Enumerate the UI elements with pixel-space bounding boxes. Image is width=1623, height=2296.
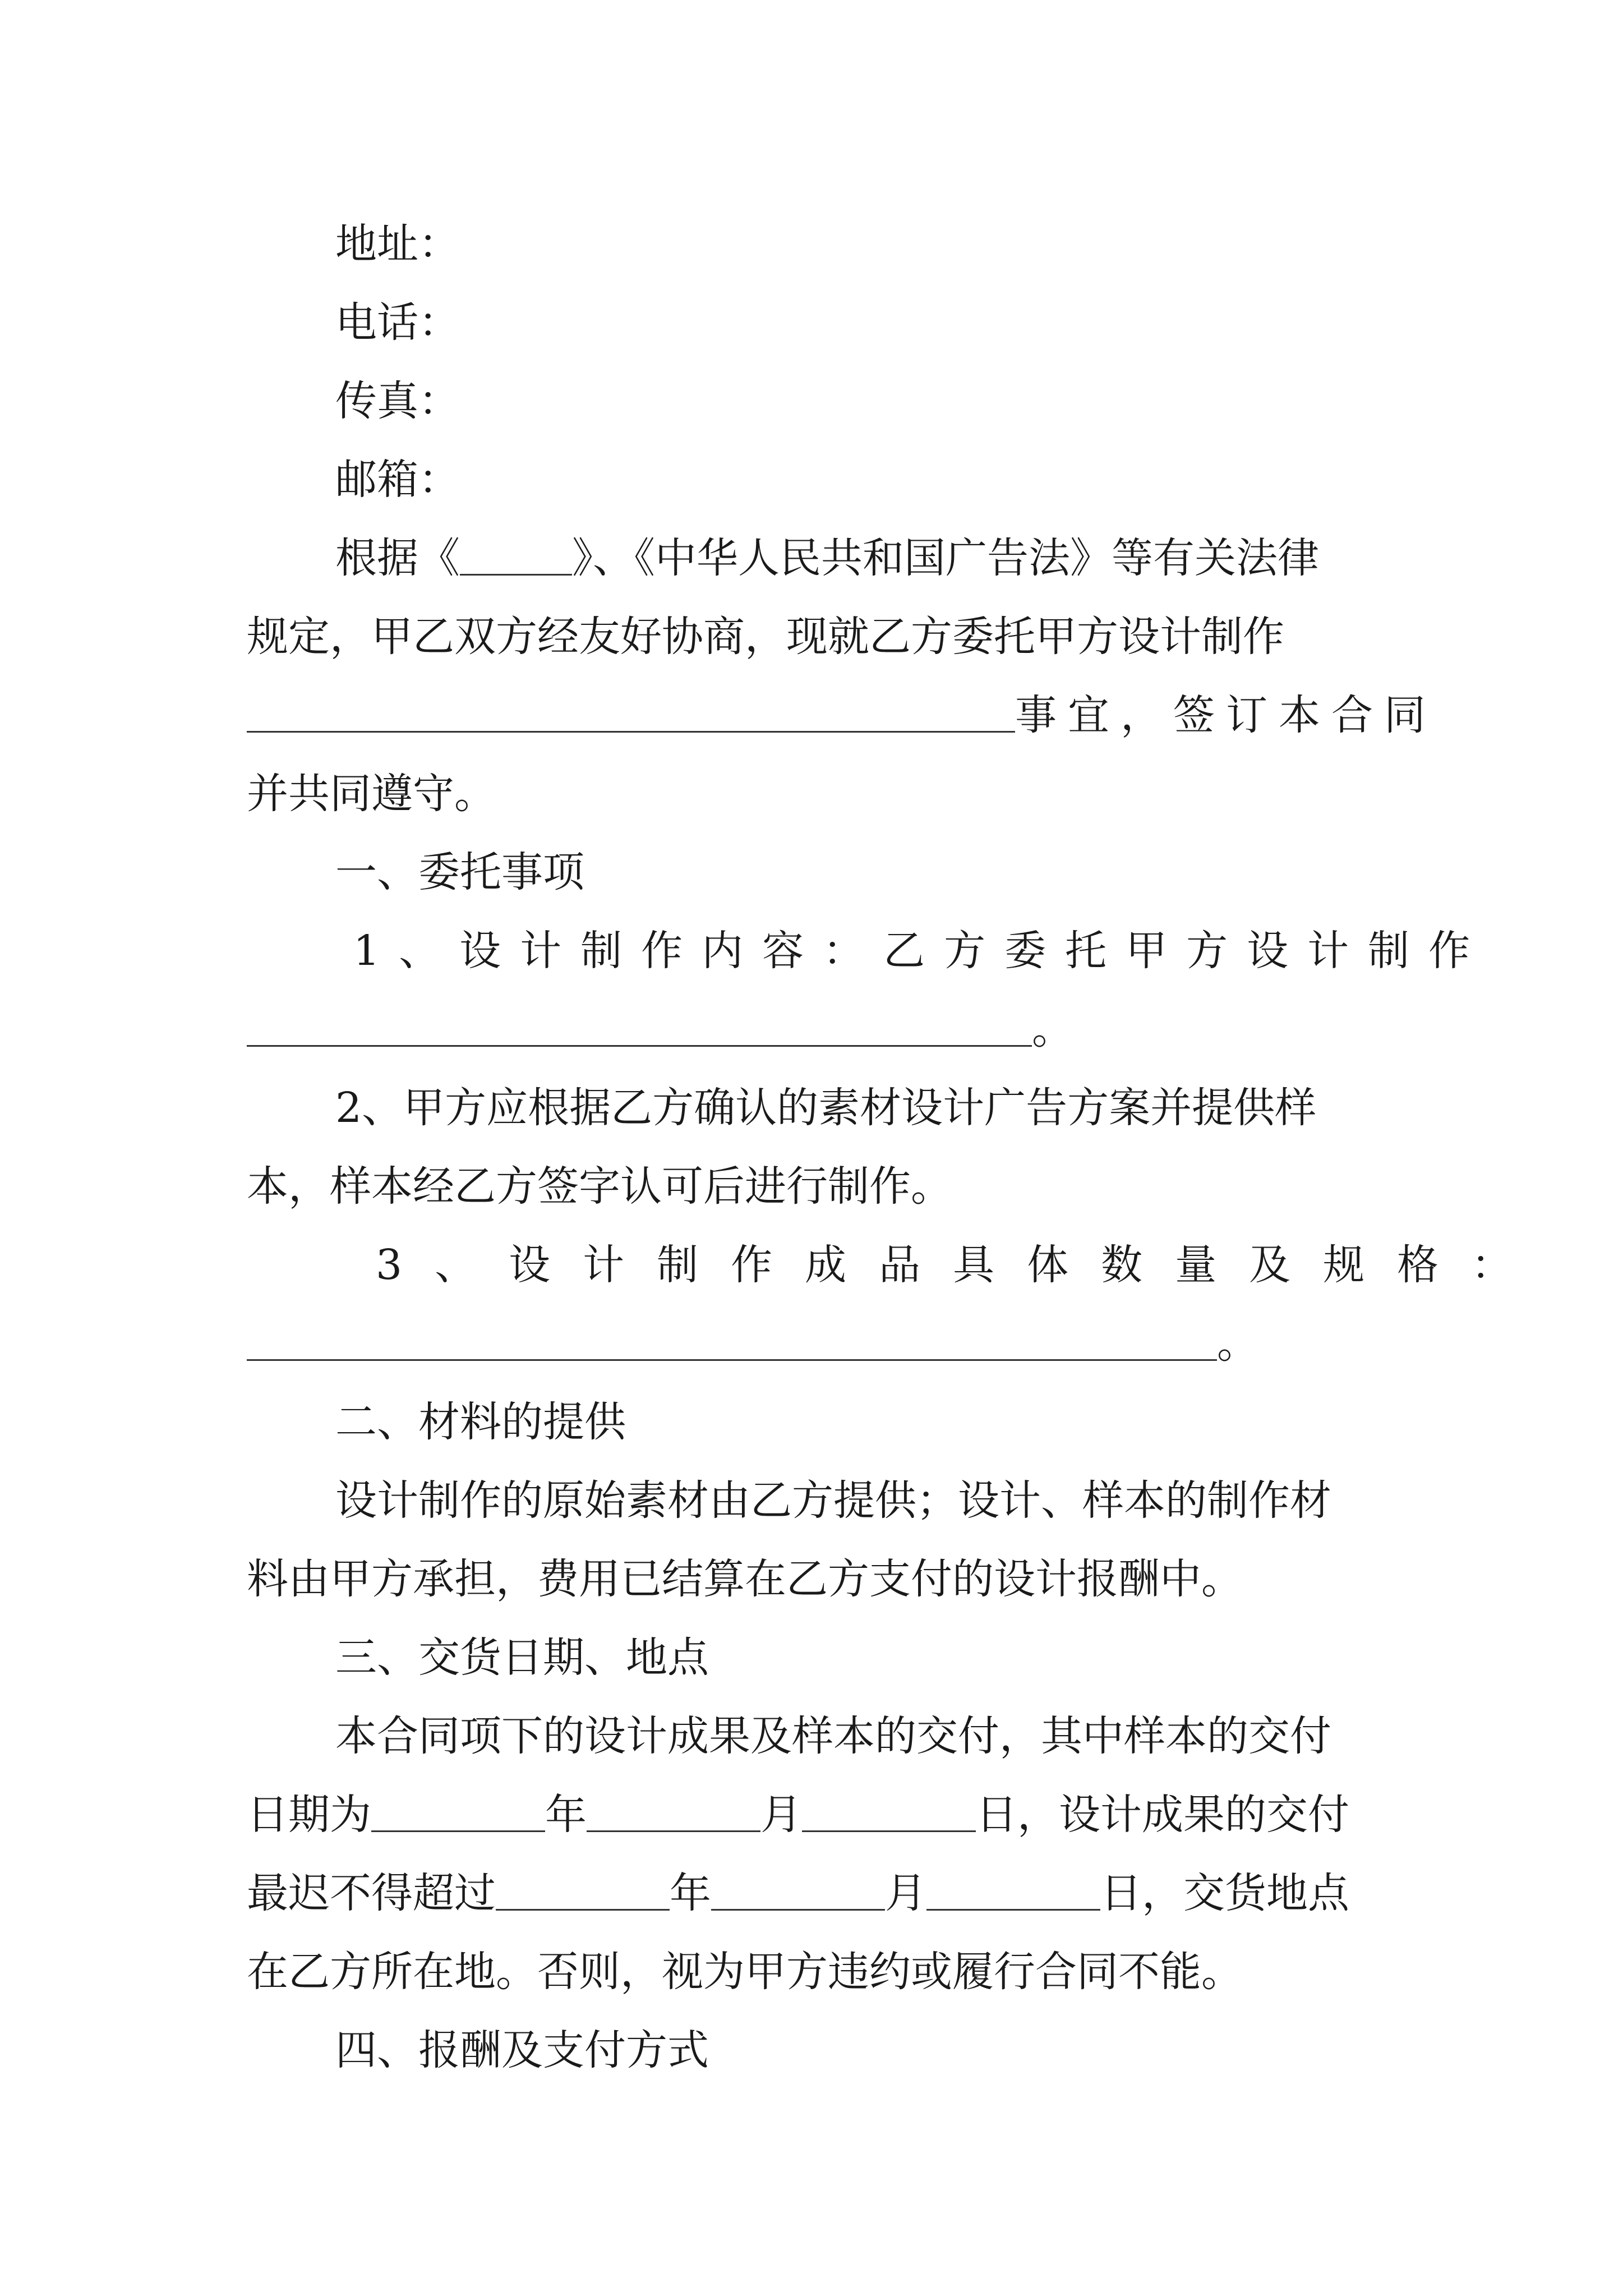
year-label-2: 年	[670, 1869, 711, 1917]
phone-label: 电话：	[335, 298, 460, 347]
content-blank[interactable]	[247, 1011, 1032, 1047]
section3-line3	[247, 1854, 1389, 1932]
sample-year-blank[interactable]	[371, 1797, 545, 1832]
result-month-blank[interactable]	[711, 1875, 885, 1911]
section1-title: 一、委托事项	[335, 848, 584, 896]
spec-blank[interactable]	[247, 1326, 1217, 1361]
section3-line2	[247, 1775, 1389, 1854]
month-label-2: 月	[885, 1869, 926, 1917]
email-label: 邮箱：	[335, 455, 460, 504]
year-label: 年	[545, 1791, 587, 1839]
section1-item3-fill	[247, 1304, 1389, 1383]
section2-line2: 料由甲方承担，费用已结算在乙方支付的设计报酬中。	[247, 1555, 1243, 1603]
preamble-line-1-b: 》、《中华人民共和国广告法》等有关法律	[572, 534, 1319, 582]
section1-item1-end: 。	[1032, 1005, 1073, 1053]
law-name-blank[interactable]	[460, 540, 572, 576]
sample-month-blank[interactable]	[587, 1797, 760, 1832]
section3-line3-a: 最迟不得超过	[247, 1869, 496, 1917]
preamble-line-4: 并共同遵守。	[247, 770, 496, 818]
section1-item1: 1、设计制作内容：乙方委托甲方设计制作	[353, 927, 1490, 975]
section1-item1-fill	[247, 990, 1389, 1069]
section1-item3: 3、设计制作成品具体数量及规格：	[376, 1241, 1546, 1289]
section3-line2-a: 日期为	[247, 1791, 371, 1839]
fax-label: 传真：	[335, 377, 460, 425]
preamble-line-3-tail: 事宜，签订本合同	[1015, 691, 1437, 739]
sample-day-blank[interactable]	[802, 1797, 976, 1832]
section3-line1: 本合同项下的设计成果及样本的交付，其中样本的交付	[335, 1712, 1331, 1760]
preamble-line-2: 规定，甲乙双方经友好协商，现就乙方委托甲方设计制作	[247, 613, 1284, 661]
month-label: 月	[760, 1791, 802, 1839]
result-year-blank[interactable]	[496, 1875, 670, 1911]
address-label: 地址：	[335, 220, 460, 268]
section3-title: 三、交货日期、地点	[335, 1634, 709, 1682]
section3-line2-tail: 日，设计成果的交付	[976, 1791, 1349, 1839]
section1-item2-line1: 2、甲方应根据乙方确认的素材设计广告方案并提供样	[335, 1084, 1317, 1132]
section3-line4: 在乙方所在地。否则，视为甲方违约或履行合同不能。	[247, 1948, 1243, 1996]
preamble-line-1	[247, 519, 1389, 597]
section1-item3-end: 。	[1217, 1319, 1258, 1368]
preamble-line-3	[247, 676, 1437, 754]
section2-line1: 设计制作的原始素材由乙方提供；设计、样本的制作材	[335, 1476, 1331, 1525]
section4-title: 四、报酬及支付方式	[335, 2026, 709, 2074]
matter-blank[interactable]	[247, 697, 1015, 733]
section3-line3-tail: 日，交货地点	[1100, 1869, 1349, 1917]
section1-item2-line2: 本，样本经乙方签字认可后进行制作。	[247, 1162, 952, 1211]
preamble-line-1-a: 根据《	[335, 534, 460, 582]
section2-title: 二、材料的提供	[335, 1398, 626, 1446]
result-day-blank[interactable]	[926, 1875, 1100, 1911]
